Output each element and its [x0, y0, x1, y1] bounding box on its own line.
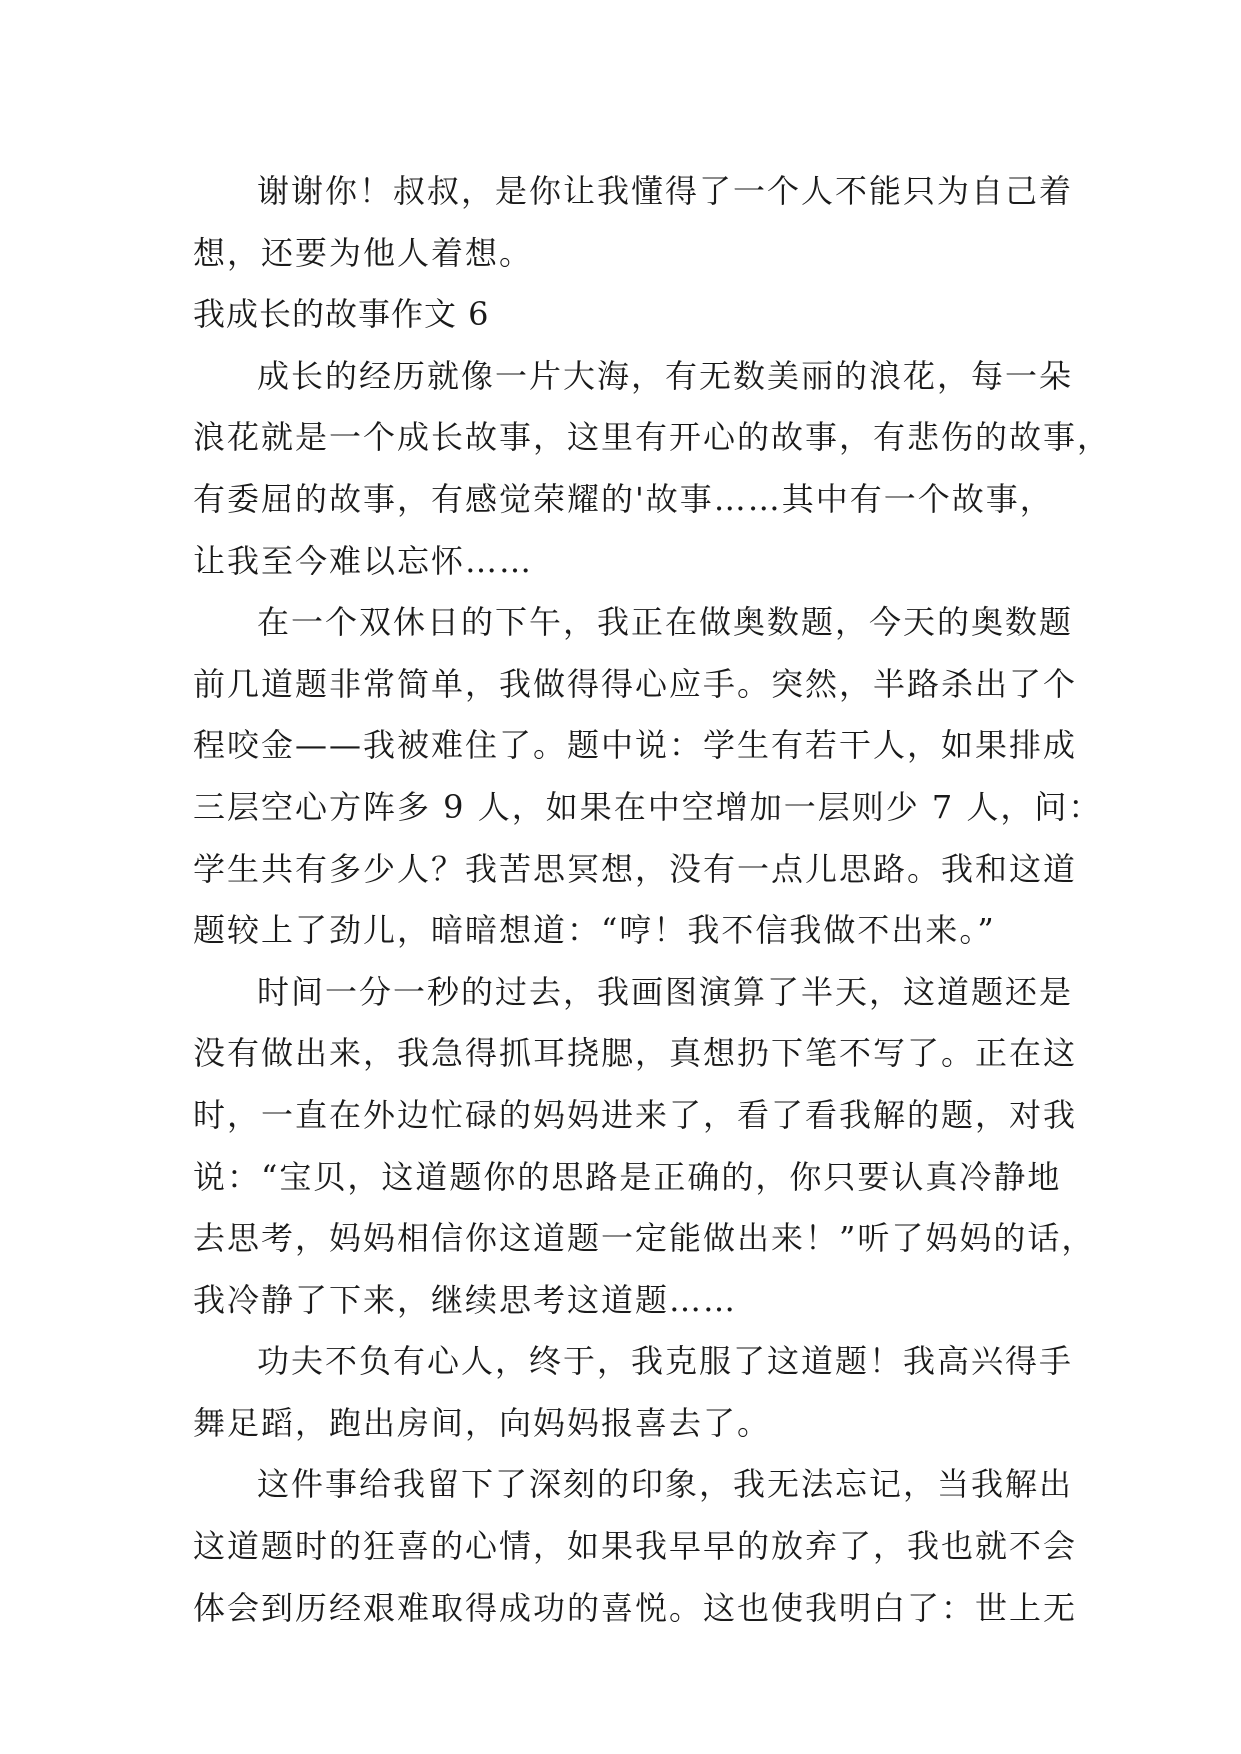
essay-title — [193, 284, 1055, 346]
text-line: 想，还要为他人着想。 — [193, 233, 534, 272]
document-body — [193, 161, 1112, 1639]
text-line: 这道题时的狂喜的心情，如果我早早的放弃了，我也就不会 — [193, 1527, 1078, 1566]
title-line: 我成长的故事作文 6 — [193, 295, 490, 334]
paragraph-math-problem — [193, 592, 1103, 962]
text-line: 程咬金——我被难住了。题中说：学生有若干人，如果排成 — [193, 726, 1078, 765]
paragraph-success — [193, 1331, 1074, 1454]
text-line: 题较上了劲儿，暗暗想道：“哼！我不信我做不出来。” — [193, 911, 996, 950]
text-line: 浪花就是一个成长故事，这里有开心的故事，有悲伤的故事， — [193, 418, 1112, 457]
text-line: 去思考，妈妈相信你这道题一定能做出来！”听了妈妈的话， — [193, 1219, 1096, 1258]
text-line: 舞足蹈，跑出房间，向妈妈报喜去了。 — [193, 1403, 772, 1442]
text-line: 功夫不负有心人，终于，我克服了这道题！我高兴得手 — [257, 1342, 1074, 1381]
paragraph-mother-encourages — [193, 962, 1096, 1332]
text-line: 体会到历经艰难取得成功的喜悦。这也使我明白了：世上无 — [193, 1588, 1078, 1627]
text-line: 学生共有多少人？我苦思冥想，没有一点儿思路。我和这道 — [193, 849, 1078, 888]
text-line: 说：“宝贝，这道题你的思路是正确的，你只要认真冷静地 — [193, 1157, 1062, 1196]
text-line: 前几道题非常简单，我做得得心应手。突然，半路杀出了个 — [193, 664, 1078, 703]
text-line: 成长的经历就像一片大海，有无数美丽的浪花，每一朵 — [257, 356, 1074, 395]
text-line: 时，一直在外边忙碌的妈妈进来了，看了看我解的题，对我 — [193, 1095, 1078, 1134]
text-line: 我冷静了下来，继续思考这道题…… — [193, 1280, 738, 1319]
text-line: 在一个双休日的下午，我正在做奥数题，今天的奥数题 — [257, 603, 1074, 642]
text-line: 谢谢你！叔叔，是你让我懂得了一个人不能只为自己着 — [257, 172, 1074, 210]
paragraph-thanks — [193, 161, 1074, 284]
paragraph-intro — [193, 346, 1112, 592]
text-line: 三层空心方阵多 9 人，如果在中空增加一层则少 7 人，问： — [193, 787, 1103, 826]
paragraph-reflection — [193, 1454, 1078, 1639]
text-line: 这件事给我留下了深刻的印象，我无法忘记，当我解出 — [257, 1465, 1074, 1504]
text-line: 没有做出来，我急得抓耳挠腮，真想扔下笔不写了。正在这 — [193, 1034, 1078, 1073]
text-line: 有委屈的故事，有感觉荣耀的'故事……其中有一个故事， — [193, 479, 1054, 518]
text-line: 时间一分一秒的过去，我画图演算了半天，这道题还是 — [257, 972, 1074, 1011]
text-line: 让我至今难以忘怀…… — [193, 541, 534, 580]
